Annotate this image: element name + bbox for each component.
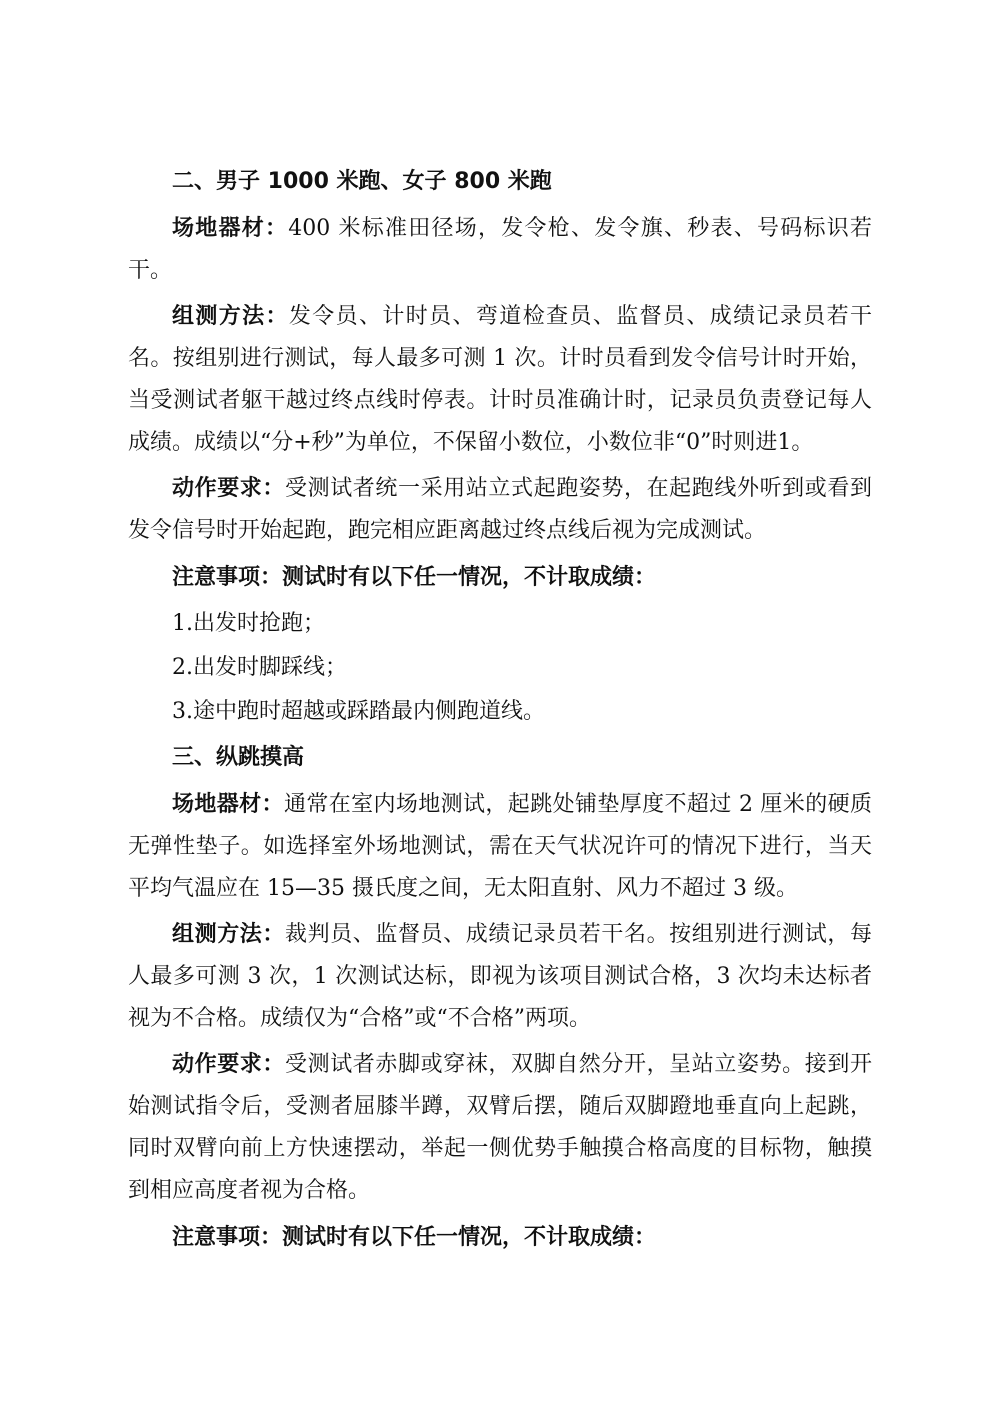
- note-item: 2.出发时脚踩线；: [172, 655, 347, 680]
- note-item: 1.出发时抢跑；: [172, 611, 325, 636]
- equipment-paragraph: [128, 784, 872, 910]
- action-paragraph: [128, 1044, 872, 1212]
- method-label: 组测方法：: [172, 304, 289, 329]
- equipment-paragraph: [128, 208, 872, 292]
- method-paragraph: [128, 296, 872, 464]
- note-item: 3.途中跑时超越或踩踏最内侧跑道线。: [172, 699, 545, 724]
- action-label: 动作要求：: [172, 1052, 285, 1077]
- method-text: 发令员、计时员、弯道检查员、监督员、成绩记录员若干名。按组别进行测试，每人最多可测 1 次。计时员看到发令信号计时开始，当受测试者躯干越过终点线时停表。计时员准确计时，记录员负责登记每人成绩。成绩以“分+秒”为单位，不保留小数位，小数位非“0”时则进1。: [128, 304, 872, 455]
- equipment-label: 场地器材：: [172, 792, 284, 817]
- method-text: 裁判员、监督员、成绩记录员若干名。按组别进行测试，每人最多可测 3 次，1 次测试达标，即视为该项目测试合格，3 次均未达标者视为不合格。成绩仅为“合格”或“不合格”两项。: [128, 922, 872, 1031]
- notes-heading: 注意事项：测试时有以下任一情况，不计取成绩：: [172, 1225, 657, 1250]
- method-paragraph: [128, 914, 872, 1040]
- equipment-text: 通常在室内场地测试，起跳处铺垫厚度不超过 2 厘米的硬质无弹性垫子。如选择室外场地测试，需在天气状况许可的情况下进行，当天平均气温应在 15—35 摄氏度之间，无太阳直射、风力不超过 3 级。: [128, 792, 872, 901]
- section-heading-1000m-800m: 二、男子 1000 米跑、女子 800 米跑: [172, 169, 552, 194]
- method-label: 组测方法：: [172, 922, 285, 947]
- section-heading-vertical-jump: 三、纵跳摸高: [172, 745, 305, 770]
- action-text: 受测试者赤脚或穿袜，双脚自然分开，呈站立姿势。接到开始测试指令后，受测者屈膝半蹲，双臂后摆，随后双脚蹬地垂直向上起跳，同时双臂向前上方快速摆动，举起一侧优势手触摸合格高度的目标物，触摸到相应高度者视为合格。: [128, 1052, 872, 1203]
- action-paragraph: [128, 468, 872, 552]
- equipment-label: 场地器材：: [172, 216, 289, 241]
- notes-heading: 注意事项：测试时有以下任一情况，不计取成绩：: [172, 565, 657, 590]
- action-label: 动作要求：: [172, 476, 285, 501]
- equipment-text: 400 米标准田径场，发令枪、发令旗、秒表、号码标识若干。: [128, 216, 872, 283]
- action-text: 受测试者统一采用站立式起跑姿势，在起跑线外听到或看到发令信号时开始起跑，跑完相应距离越过终点线后视为完成测试。: [128, 476, 872, 543]
